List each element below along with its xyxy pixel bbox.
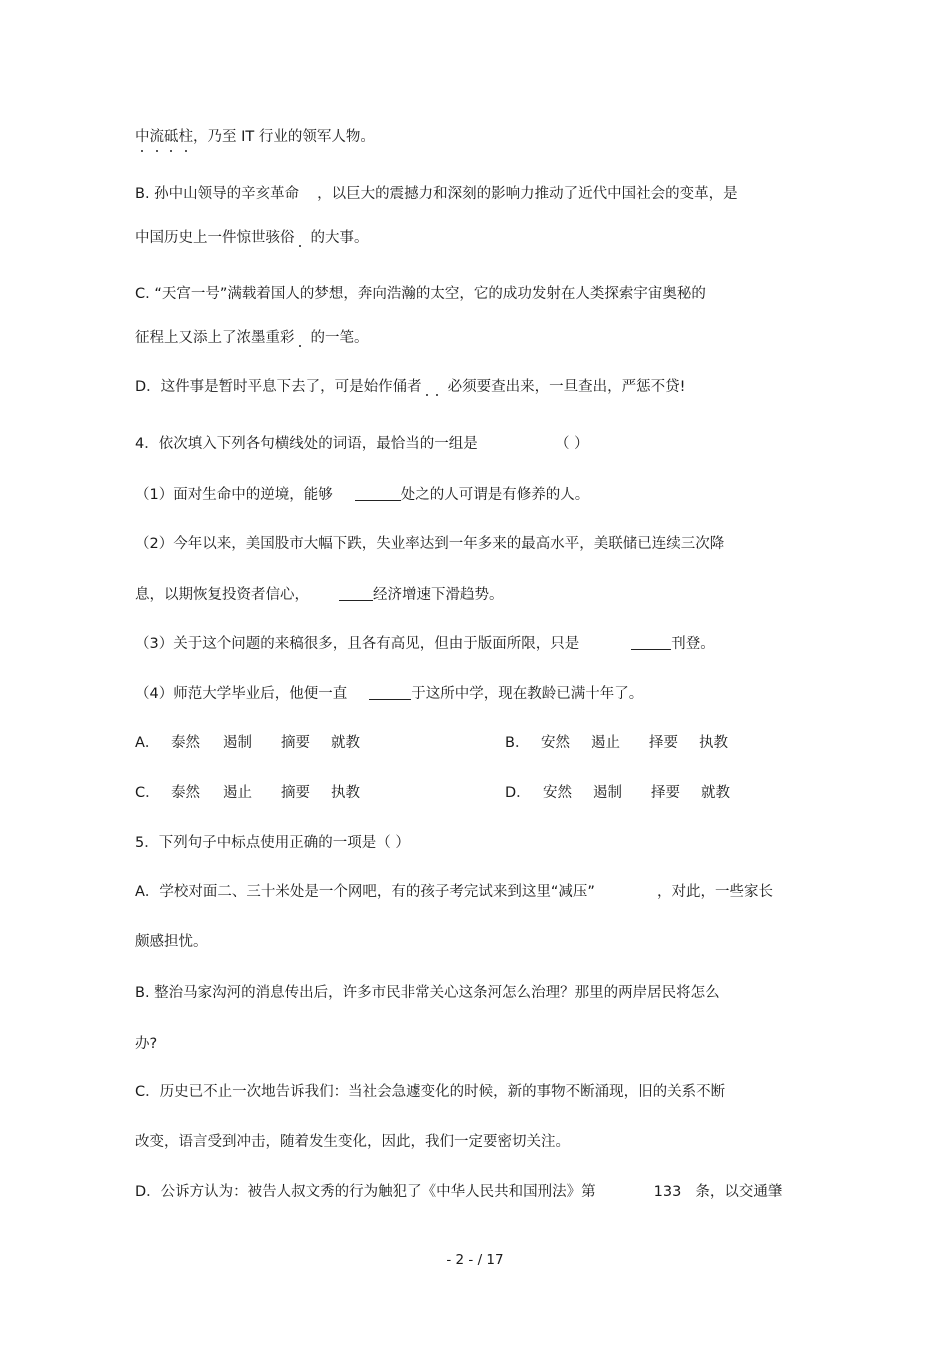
q3-option-a-continuation [135, 127, 375, 147]
q4-sentence-2-line2: 息，以期恢复投资者信心， 经济增速下滑趋势。 [135, 584, 504, 605]
q3-option-b-line1: B. 孙中山领导的辛亥革命 ，以巨大的震撼力和深刻的影响力推动了近代中国社会的变革，是 [135, 186, 738, 202]
q4-sentence-1: （1）面对生命中的逆境，能够 处之的人可谓是有修养的人。 [135, 484, 589, 505]
underdotted-idiom: 惊世骇俗 [236, 230, 295, 246]
q5-stem: 5．下列句子中标点使用正确的一项是（ ） [135, 835, 410, 851]
q5-option-b-line2: 办? [135, 1036, 158, 1052]
dotted-word: 中流砥柱 [135, 129, 193, 145]
fill-blank [369, 683, 411, 700]
page-number: - 2 - / 17 [446, 1252, 504, 1268]
q5-option-c-line1: C．历史已不止一次地告诉我们：当社会急遽变化的时候，新的事物不断涌现，旧的关系不断 [135, 1084, 726, 1100]
q5-option-a-line1: A．学校对面二、三十米处是一个网吧，有的孩子考完试来到这里“减压” ，对此，一些家长 [135, 884, 773, 900]
fill-blank [631, 633, 671, 650]
fill-blank [355, 484, 401, 501]
q4-option-d: D． 安然 遏制 择要 就教 [505, 785, 730, 801]
q4-stem: 4．依次填入下列各句横线处的词语，最恰当的一组是 [135, 436, 478, 452]
q3-option-c-line2: 征程上又添上了浓墨重彩 的一笔。 [135, 330, 369, 346]
q5-option-c-line2: 改变，语言受到冲击，随着发生变化，因此，我们一定要密切关注。 [135, 1134, 570, 1150]
fill-blank [339, 584, 373, 601]
q5-option-b-line1: B. 整治马家沟河的消息传出后，许多市民非常关心这条河怎么治理？那里的两岸居民将怎么 [135, 985, 720, 1001]
q5-option-d-line1: D．公诉方认为：被告人叔文秀的行为触犯了《中华人民共和国刑法》第 133 条，以交通肇 [135, 1184, 783, 1200]
q4-answer-paren: （ ） [555, 436, 589, 452]
underdotted-idiom: 始作俑者 [363, 379, 422, 395]
q4-sentence-2-line1: （2）今年以来，美国股市大幅下跌，失业率达到一年多来的最高水平，美联储已连续三次降 [135, 536, 725, 552]
q5-option-a-line2: 颇感担忧。 [135, 934, 208, 950]
q4-sentence-4: （4）师范大学毕业后，他便一直 于这所中学，现在教龄已满十年了。 [135, 683, 643, 704]
q4-option-b: B． 安然 遏止 择要 执教 [505, 735, 728, 751]
q4-sentence-3: （3）关于这个问题的来稿很多，且各有高见，但由于版面所限，只是 刊登。 [135, 633, 715, 654]
q4-option-a: A． 泰然 遏制 摘要 就教 [135, 735, 360, 751]
q3-option-b-line2: 中国历史上一件惊世骇俗 的大事。 [135, 230, 369, 246]
text: ，乃至 IT 行业的领军人物。 [193, 129, 375, 145]
underdotted-idiom: 浓墨重彩 [236, 330, 295, 346]
q4-option-c: C． 泰然 遏止 摘要 执教 [135, 785, 360, 801]
q3-option-d: D．这件事是暂时平息下去了，可是始作俑者 必须要查出来，一旦查出，严惩不贷! [135, 379, 686, 395]
q3-option-c-line1: C. “天宫一号”满载着国人的梦想，奔向浩瀚的太空，它的成功发射在人类探索宇宙奥秘的 [135, 286, 706, 302]
